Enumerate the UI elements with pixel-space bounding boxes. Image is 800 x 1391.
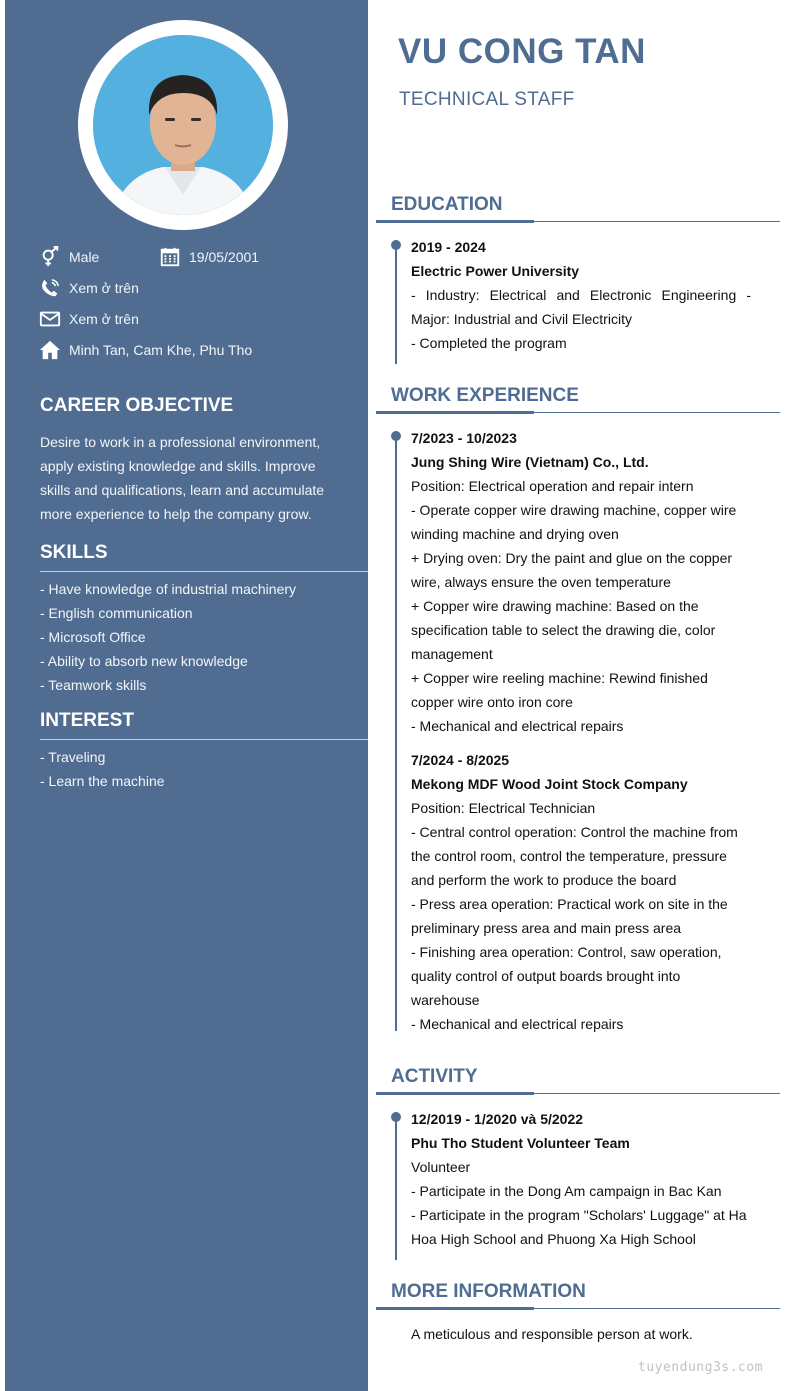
gender-row (39, 246, 99, 268)
work-entry (411, 426, 751, 738)
calendar-icon (159, 246, 181, 268)
list-item: - Traveling (40, 749, 106, 765)
entry-detail: + Drying oven: Dry the paint and glue on the copper wire, always ensure the oven temperature (411, 550, 733, 590)
entry-detail: - Industry: Electrical and Electronic Engineering - Major: Industrial and Civil Electricity (411, 287, 751, 327)
entry-detail: Position: Electrical operation and repair intern (411, 478, 694, 494)
activity-entry (411, 1107, 751, 1251)
email-text: Xem ở trên (69, 311, 139, 327)
birthday-text: 19/05/2001 (189, 249, 260, 265)
entry-detail: - Participate in the program "Scholars' Luggage" at Ha Hoa High School and Phuong Xa High School (411, 1207, 747, 1247)
entry-detail: - Central control operation: Control the machine from the control room, control the temperature, pressure and perform the work to produce the board (411, 824, 738, 888)
sidebar (5, 0, 368, 1391)
entry-detail: + Copper wire drawing machine: Based on the specification table to select the drawing die, color management (411, 598, 716, 662)
career-objective-heading: CAREER OBJECTIVE (40, 395, 234, 416)
list-item: - English communication (40, 605, 193, 621)
work-experience-heading: WORK EXPERIENCE (391, 385, 579, 406)
activity-timeline (395, 1112, 397, 1260)
entry-detail: Volunteer (411, 1159, 471, 1175)
list-item: - Ability to absorb new knowledge (40, 653, 248, 669)
entry-organization: Electric Power University (411, 263, 580, 279)
entry-period: 2019 - 2024 (411, 239, 486, 255)
entry-detail: - Completed the program (411, 335, 567, 351)
entry-detail: - Press area operation: Practical work on site in the preliminary press area and main press area (411, 896, 728, 936)
skills-heading: SKILLS (40, 542, 108, 563)
list-item: - Microsoft Office (40, 629, 146, 645)
phone-row (39, 277, 139, 299)
entry-detail: - Finishing area operation: Control, saw operation, quality control of output boards brought into warehouse (411, 944, 722, 1008)
job-title: TECHNICAL STAFF (399, 89, 575, 110)
list-item: - Have knowledge of industrial machinery (40, 581, 297, 597)
education-heading: EDUCATION (391, 194, 503, 215)
education-timeline (395, 240, 397, 364)
gender-icon (39, 246, 61, 268)
work-entry (411, 748, 751, 1036)
interest-list (40, 745, 340, 793)
entry-organization: Jung Shing Wire (Vietnam) Co., Ltd. (411, 454, 649, 470)
work-experience-divider-accent (376, 411, 534, 414)
career-objective-text: Desire to work in a professional environment, apply existing knowledge and skills. Improve skills and qualifications, learn and accumulate more experience to help the company grow. (40, 434, 325, 522)
birthday-row (159, 246, 259, 268)
gender-text: Male (69, 249, 100, 265)
email-row (39, 308, 139, 330)
entry-detail: - Participate in the Dong Am campaign in Bac Kan (411, 1183, 722, 1199)
entry-period: 7/2024 - 8/2025 (411, 752, 510, 768)
activity-heading: ACTIVITY (391, 1066, 478, 1087)
avatar-photo (93, 35, 273, 215)
more-information-text: A meticulous and responsible person at work. (411, 1326, 693, 1342)
list-item: - Learn the machine (40, 773, 165, 789)
entry-organization: Mekong MDF Wood Joint Stock Company (411, 776, 688, 792)
list-item: - Teamwork skills (40, 677, 147, 693)
phone-icon (39, 277, 61, 299)
avatar (93, 35, 273, 215)
entry-organization: Phu Tho Student Volunteer Team (411, 1135, 630, 1151)
address-row (39, 339, 252, 361)
skills-list (40, 577, 340, 697)
entry-detail: Position: Electrical Technician (411, 800, 596, 816)
education-divider-accent (376, 220, 534, 223)
timeline-dot (391, 431, 401, 441)
timeline-dot (391, 1112, 401, 1122)
home-icon (39, 339, 61, 361)
entry-period: 12/2019 - 1/2020 và 5/2022 (411, 1111, 584, 1127)
more-information-divider-accent (376, 1307, 534, 1310)
entry-detail: - Operate copper wire drawing machine, copper wire winding machine and drying oven (411, 502, 737, 542)
entry-detail: + Copper wire reeling machine: Rewind finished copper wire onto iron core (411, 670, 708, 710)
entry-detail: - Mechanical and electrical repairs (411, 1016, 624, 1032)
interest-heading: INTEREST (40, 710, 134, 731)
phone-text: Xem ở trên (69, 280, 139, 296)
skills-divider (40, 571, 368, 572)
candidate-name: VU CONG TAN (398, 32, 646, 71)
entry-period: 7/2023 - 10/2023 (411, 430, 517, 446)
education-entry (411, 235, 751, 355)
address-text: Minh Tan, Cam Khe, Phu Tho (69, 342, 253, 358)
timeline-dot (391, 240, 401, 250)
watermark: tuyendung3s.com (638, 1360, 763, 1375)
interest-divider (40, 739, 368, 740)
entry-detail: - Mechanical and electrical repairs (411, 718, 624, 734)
avatar-frame (78, 20, 288, 230)
work-experience-timeline (395, 431, 397, 1031)
more-information-heading: MORE INFORMATION (391, 1281, 586, 1302)
activity-divider-accent (376, 1092, 534, 1095)
email-icon (39, 308, 61, 330)
